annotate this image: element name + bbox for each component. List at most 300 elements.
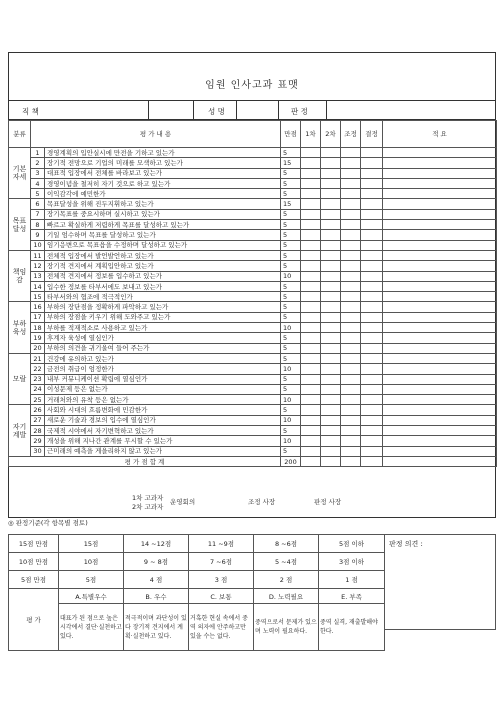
- first-score-cell[interactable]: [301, 302, 321, 312]
- item-text: 후계자 육성에 열심인가: [45, 333, 281, 343]
- remarks-cell[interactable]: [383, 312, 497, 322]
- first-score-cell[interactable]: [301, 333, 321, 343]
- first-score-cell[interactable]: [301, 364, 321, 374]
- remarks-cell[interactable]: [383, 426, 497, 436]
- remarks-cell[interactable]: [383, 302, 497, 312]
- first-score-cell[interactable]: [301, 353, 321, 363]
- item-full-score: 5: [281, 446, 301, 456]
- adjust-cell[interactable]: [341, 189, 361, 199]
- second-score-cell[interactable]: [321, 250, 341, 260]
- adjust-cell[interactable]: [341, 292, 361, 302]
- decision-cell[interactable]: [361, 415, 383, 425]
- first-score-cell[interactable]: [301, 292, 321, 302]
- second-score-cell[interactable]: [321, 168, 341, 178]
- first-score-cell[interactable]: [301, 158, 321, 168]
- grade-cell: 5점 이하: [319, 535, 385, 553]
- item-text: 기일 엄수하며 목표를 달성하고 있는가: [45, 230, 281, 240]
- total-row: [9, 456, 497, 466]
- item-number: 18: [31, 323, 45, 333]
- table-row: [9, 405, 497, 415]
- table-row: [9, 374, 497, 384]
- remarks-cell[interactable]: [383, 405, 497, 415]
- item-number: 21: [31, 353, 45, 363]
- second-score-cell[interactable]: [321, 261, 341, 271]
- item-number: 5: [31, 189, 45, 199]
- grade-description: 거혹한 현실 속에서 중역 의자에 안주하고만 있을 수는 없다.: [189, 604, 254, 651]
- first-score-cell[interactable]: [301, 178, 321, 188]
- item-full-score: 5: [281, 178, 301, 188]
- grade-cell: 5 ~4점: [254, 553, 319, 571]
- item-full-score: 5: [281, 426, 301, 436]
- remarks-cell[interactable]: [383, 323, 497, 333]
- col-items: 평 가 내 용: [31, 121, 281, 148]
- adjust-cell[interactable]: [341, 158, 361, 168]
- remarks-cell[interactable]: [383, 220, 497, 230]
- decision-cell[interactable]: [361, 271, 383, 281]
- col-second: 2차: [321, 121, 341, 148]
- remarks-cell[interactable]: [383, 199, 497, 209]
- table-row: [9, 312, 497, 322]
- table-row: [9, 395, 497, 405]
- col-first: 1차: [301, 121, 321, 148]
- grade-label-row: [9, 589, 385, 604]
- second-score-cell[interactable]: [321, 323, 341, 333]
- remarks-cell[interactable]: [383, 333, 497, 343]
- grade-table: [8, 534, 385, 651]
- item-number: 26: [31, 405, 45, 415]
- remarks-cell[interactable]: [383, 230, 497, 240]
- adjust-cell[interactable]: [341, 415, 361, 425]
- second-score-cell[interactable]: [321, 405, 341, 415]
- grade-label: A.특별우수: [59, 589, 124, 604]
- remarks-cell[interactable]: [383, 415, 497, 425]
- first-score-cell[interactable]: [301, 199, 321, 209]
- remarks-cell[interactable]: [383, 178, 497, 188]
- category-label: 부하육성: [9, 302, 31, 353]
- final-opinion-box[interactable]: [384, 534, 496, 630]
- table-row: [9, 261, 497, 271]
- adjust-cell[interactable]: [341, 178, 361, 188]
- item-text: 건강에 유의하고 있는가: [45, 353, 281, 363]
- second-score-cell[interactable]: [321, 446, 341, 456]
- item-text: 경영계획의 입안실시에 만전을 기하고 있는가: [45, 148, 281, 158]
- decision-cell[interactable]: [361, 189, 383, 199]
- adjust-cell[interactable]: [341, 446, 361, 456]
- adjust-cell[interactable]: [341, 426, 361, 436]
- second-score-cell[interactable]: [321, 374, 341, 384]
- decision-cell[interactable]: [361, 250, 383, 260]
- first-score-cell[interactable]: [301, 415, 321, 425]
- item-number: 14: [31, 281, 45, 291]
- item-text: 새로운 기술과 경보의 입수에 열심인가: [45, 415, 281, 425]
- adjust-cell[interactable]: [341, 333, 361, 343]
- item-full-score: 5: [281, 312, 301, 322]
- decision-cell[interactable]: [361, 436, 383, 446]
- first-score-cell[interactable]: [301, 250, 321, 260]
- second-evaluator: 2차 고과자: [132, 503, 164, 511]
- item-number: 23: [31, 374, 45, 384]
- second-score-cell[interactable]: [321, 343, 341, 353]
- decision-cell[interactable]: [361, 323, 383, 333]
- remarks-cell[interactable]: [383, 353, 497, 363]
- table-row: [9, 446, 497, 456]
- remarks-cell[interactable]: [383, 364, 497, 374]
- first-score-cell[interactable]: [301, 220, 321, 230]
- item-text: 입수한 정보를 타부서에도 보내고 있는가: [45, 281, 281, 291]
- adjust-cell[interactable]: [341, 271, 361, 281]
- second-score-cell[interactable]: [321, 384, 341, 394]
- first-score-cell[interactable]: [301, 168, 321, 178]
- grade-description: 중역으로서 문제가 있으며 노력이 필요하다.: [254, 604, 319, 651]
- item-number: 12: [31, 261, 45, 271]
- adjust-cell[interactable]: [341, 364, 361, 374]
- item-number: 15: [31, 292, 45, 302]
- item-full-score: 5: [281, 250, 301, 260]
- item-full-score: 5: [281, 374, 301, 384]
- second-score-cell[interactable]: [321, 189, 341, 199]
- item-full-score: 5: [281, 302, 301, 312]
- final-opinion-label: 판정 의견 :: [389, 540, 423, 548]
- table-row: [9, 158, 497, 168]
- item-full-score: 5: [281, 292, 301, 302]
- table-row: [9, 343, 497, 353]
- first-score-cell[interactable]: [301, 436, 321, 446]
- adjust-cell[interactable]: [341, 405, 361, 415]
- name-label: 성 명: [208, 107, 225, 116]
- remarks-cell[interactable]: [383, 281, 497, 291]
- table-row: [9, 292, 497, 302]
- grade-row: [9, 535, 385, 553]
- remarks-cell[interactable]: [383, 209, 497, 219]
- grade-cell: 10점 만점: [9, 553, 59, 571]
- adjust-cell[interactable]: [341, 199, 361, 209]
- total-decision-cell[interactable]: [361, 456, 383, 466]
- remarks-cell[interactable]: [383, 261, 497, 271]
- category-label: 기본자세: [9, 148, 31, 199]
- decision-cell[interactable]: [361, 240, 383, 250]
- decision-cell[interactable]: [361, 312, 383, 322]
- second-score-cell[interactable]: [321, 240, 341, 250]
- second-score-cell[interactable]: [321, 178, 341, 188]
- eval-label: 평 가: [9, 589, 59, 651]
- table-row: [9, 271, 497, 281]
- adjust-cell[interactable]: [341, 323, 361, 333]
- table-row: [9, 436, 497, 446]
- second-score-cell[interactable]: [321, 395, 341, 405]
- first-score-cell[interactable]: [301, 343, 321, 353]
- item-text: 대표적 입장에서 전체를 바라보고 있는가: [45, 168, 281, 178]
- total-adjust-cell[interactable]: [341, 456, 361, 466]
- grade-cell: 2 점: [254, 571, 319, 589]
- total-score: 200: [281, 456, 301, 466]
- adjust-cell[interactable]: [341, 220, 361, 230]
- decision-cell[interactable]: [361, 281, 383, 291]
- grade-description: 대표가 된 점으로 높은 시각에서 결단·실천하고 있다.: [59, 604, 124, 651]
- item-full-score: 15: [281, 158, 301, 168]
- item-number: 16: [31, 302, 45, 312]
- grade-label: D. 노력필요: [254, 589, 319, 604]
- item-text: 타부서와의 협조에 적극적인가: [45, 292, 281, 302]
- table-row: [9, 426, 497, 436]
- grade-cell: 15점 만점: [9, 535, 59, 553]
- remarks-cell[interactable]: [383, 395, 497, 405]
- table-row: [9, 364, 497, 374]
- remarks-cell[interactable]: [383, 436, 497, 446]
- header-row: [8, 100, 496, 120]
- adjust-cell[interactable]: [341, 436, 361, 446]
- grade-cell: 10점: [59, 553, 124, 571]
- item-text: 장기목표를 중요시하며 실시하고 있는가: [45, 209, 281, 219]
- table-row: [9, 384, 497, 394]
- second-score-cell[interactable]: [321, 271, 341, 281]
- remarks-cell[interactable]: [383, 240, 497, 250]
- decision-cell[interactable]: [361, 353, 383, 363]
- item-full-score: 5: [281, 230, 301, 240]
- adjust-cell[interactable]: [341, 261, 361, 271]
- decision-cell[interactable]: [361, 220, 383, 230]
- item-number: 9: [31, 230, 45, 240]
- total-first-cell[interactable]: [301, 456, 321, 466]
- remarks-cell[interactable]: [383, 384, 497, 394]
- adjust-cell[interactable]: [341, 250, 361, 260]
- total-second-cell[interactable]: [321, 456, 341, 466]
- remarks-cell[interactable]: [383, 250, 497, 260]
- first-score-cell[interactable]: [301, 230, 321, 240]
- second-score-cell[interactable]: [321, 230, 341, 240]
- item-number: 28: [31, 426, 45, 436]
- decision-cell[interactable]: [361, 168, 383, 178]
- item-number: 1: [31, 148, 45, 158]
- evaluation-table: [8, 120, 497, 467]
- criteria-note: ◎ 판정기준(각 항목별 점토): [8, 519, 88, 527]
- grade-cell: 14 ~12점: [124, 535, 189, 553]
- item-number: 6: [31, 199, 45, 209]
- col-decision: 결정: [361, 121, 383, 148]
- item-text: 부하의 의견을 귀기울여 들어 주는가: [45, 343, 281, 353]
- decision-cell[interactable]: [361, 364, 383, 374]
- first-score-cell[interactable]: [301, 189, 321, 199]
- category-label: 자기계발: [9, 405, 31, 456]
- second-score-cell[interactable]: [321, 220, 341, 230]
- item-full-score: 5: [281, 261, 301, 271]
- second-score-cell[interactable]: [321, 281, 341, 291]
- remarks-cell[interactable]: [383, 292, 497, 302]
- adjust-cell[interactable]: [341, 148, 361, 158]
- second-score-cell[interactable]: [321, 199, 341, 209]
- first-score-cell[interactable]: [301, 148, 321, 158]
- adjust-cell[interactable]: [341, 353, 361, 363]
- item-full-score: 5: [281, 168, 301, 178]
- second-score-cell[interactable]: [321, 426, 341, 436]
- item-number: 24: [31, 384, 45, 394]
- item-text: 목표달성을 위해 진두지휘하고 있는가: [45, 199, 281, 209]
- total-remarks-cell[interactable]: [383, 456, 497, 466]
- grade-cell: 9 ~ 8점: [124, 553, 189, 571]
- item-full-score: 10: [281, 395, 301, 405]
- remarks-cell[interactable]: [383, 158, 497, 168]
- item-text: 금전의 취급이 엄정한가: [45, 364, 281, 374]
- council-label: 운영회의: [170, 498, 196, 506]
- grade-label: C. 보통: [189, 589, 254, 604]
- item-full-score: 5: [281, 240, 301, 250]
- item-number: 13: [31, 271, 45, 281]
- grade-row: [9, 553, 385, 571]
- table-row: [9, 178, 497, 188]
- item-text: 이익감각에 예민한가: [45, 189, 281, 199]
- adjust-cell[interactable]: [341, 209, 361, 219]
- item-number: 4: [31, 178, 45, 188]
- first-score-cell[interactable]: [301, 395, 321, 405]
- grade-cell: 5점: [59, 571, 124, 589]
- remarks-cell[interactable]: [383, 148, 497, 158]
- grade-cell: 15점: [59, 535, 124, 553]
- item-full-score: 5: [281, 209, 301, 219]
- table-row: [9, 250, 497, 260]
- item-text: 이성문제 등은 없는가: [45, 384, 281, 394]
- item-text: 전체적 입장에서 발언발언하고 있는가: [45, 250, 281, 260]
- grade-cell: 3 점: [189, 571, 254, 589]
- remarks-cell[interactable]: [383, 168, 497, 178]
- col-full-score: 만점: [281, 121, 301, 148]
- grade-description: 중역 실격, 재출발해야 한다.: [319, 604, 385, 651]
- first-score-cell[interactable]: [301, 209, 321, 219]
- second-score-cell[interactable]: [321, 148, 341, 158]
- item-number: 25: [31, 395, 45, 405]
- first-score-cell[interactable]: [301, 271, 321, 281]
- item-full-score: 5: [281, 353, 301, 363]
- second-score-cell[interactable]: [321, 312, 341, 322]
- first-score-cell[interactable]: [301, 374, 321, 384]
- first-score-cell[interactable]: [301, 312, 321, 322]
- item-full-score: 5: [281, 384, 301, 394]
- first-score-cell[interactable]: [301, 384, 321, 394]
- item-full-score: 5: [281, 220, 301, 230]
- table-row: [9, 230, 497, 240]
- adjust-cell[interactable]: [341, 281, 361, 291]
- item-text: 임기응변으로 목표읍을 수정하며 달성하고 있는가: [45, 240, 281, 250]
- position-label: 직 책: [22, 107, 39, 116]
- item-full-score: 5: [281, 343, 301, 353]
- second-score-cell[interactable]: [321, 364, 341, 374]
- grade-cell: 1 점: [319, 571, 385, 589]
- grade-cell: 11 ~9점: [189, 535, 254, 553]
- first-score-cell[interactable]: [301, 405, 321, 415]
- decision-cell[interactable]: [361, 148, 383, 158]
- grade-row: [9, 571, 385, 589]
- col-category: 분류: [9, 121, 31, 148]
- decision-cell[interactable]: [361, 446, 383, 456]
- decision-cell[interactable]: [361, 158, 383, 168]
- first-score-cell[interactable]: [301, 446, 321, 456]
- adjust-cell[interactable]: [341, 395, 361, 405]
- table-row: [9, 302, 497, 312]
- second-score-cell[interactable]: [321, 158, 341, 168]
- adjust-cell[interactable]: [341, 312, 361, 322]
- second-score-cell[interactable]: [321, 333, 341, 343]
- decision-cell[interactable]: [361, 405, 383, 415]
- item-number: 2: [31, 158, 45, 168]
- second-score-cell[interactable]: [321, 302, 341, 312]
- table-row: [9, 189, 497, 199]
- adjust-cell[interactable]: [341, 384, 361, 394]
- adjust-cell[interactable]: [341, 168, 361, 178]
- first-score-cell[interactable]: [301, 323, 321, 333]
- first-score-cell[interactable]: [301, 261, 321, 271]
- table-row: [9, 353, 497, 363]
- decision-cell[interactable]: [361, 261, 383, 271]
- category-label: 모랄: [9, 353, 31, 404]
- decision-cell[interactable]: [361, 178, 383, 188]
- first-score-cell[interactable]: [301, 281, 321, 291]
- item-text: 사회와 시대의 흐름변화에 민감한가: [45, 405, 281, 415]
- table-row: [9, 240, 497, 250]
- second-score-cell[interactable]: [321, 353, 341, 363]
- remarks-cell[interactable]: [383, 271, 497, 281]
- adjust-cell[interactable]: [341, 302, 361, 312]
- decision-cell[interactable]: [361, 426, 383, 436]
- item-number: 8: [31, 220, 45, 230]
- first-score-cell[interactable]: [301, 240, 321, 250]
- second-score-cell[interactable]: [321, 209, 341, 219]
- remarks-cell[interactable]: [383, 189, 497, 199]
- item-number: 27: [31, 415, 45, 425]
- category-label: 목표달성: [9, 199, 31, 250]
- decision-cell[interactable]: [361, 374, 383, 384]
- adjust-cell[interactable]: [341, 374, 361, 384]
- decision-cell[interactable]: [361, 209, 383, 219]
- remarks-cell[interactable]: [383, 374, 497, 384]
- item-text: 빠르고 확실하게 저렴하게 목표를 달성하고 있는가: [45, 220, 281, 230]
- decision-cell[interactable]: [361, 292, 383, 302]
- page-title: 임원 인사고과 표맷: [205, 80, 299, 91]
- item-text: 장기적 견지에서 계획입안하고 있는가: [45, 261, 281, 271]
- adjust-cell[interactable]: [341, 343, 361, 353]
- item-text: 개성을 위해 지나간 관계를 무시할 수 있는가: [45, 436, 281, 446]
- second-score-cell[interactable]: [321, 436, 341, 446]
- decision-cell[interactable]: [361, 333, 383, 343]
- table-header: [9, 121, 497, 148]
- adjust-cell[interactable]: [341, 240, 361, 250]
- first-score-cell[interactable]: [301, 426, 321, 436]
- grade-label: E. 부족: [319, 589, 385, 604]
- decide-president: 판정 사장: [314, 498, 342, 506]
- col-remarks: 적 요: [383, 121, 497, 148]
- item-number: 20: [31, 343, 45, 353]
- decision-cell[interactable]: [361, 395, 383, 405]
- table-row: [9, 333, 497, 343]
- item-full-score: 5: [281, 405, 301, 415]
- second-score-cell[interactable]: [321, 415, 341, 425]
- table-row: [9, 220, 497, 230]
- decision-cell[interactable]: [361, 302, 383, 312]
- decision-cell[interactable]: [361, 384, 383, 394]
- decision-cell[interactable]: [361, 230, 383, 240]
- table-row: [9, 281, 497, 291]
- item-full-score: 10: [281, 364, 301, 374]
- adjust-cell[interactable]: [341, 230, 361, 240]
- item-text: 거래처와의 유착 등은 없는가: [45, 395, 281, 405]
- item-full-score: 15: [281, 199, 301, 209]
- item-full-score: 10: [281, 415, 301, 425]
- category-label: 책임감: [9, 250, 31, 301]
- item-full-score: 5: [281, 281, 301, 291]
- remarks-cell[interactable]: [383, 446, 497, 456]
- decision-cell[interactable]: [361, 199, 383, 209]
- decision-cell[interactable]: [361, 343, 383, 353]
- second-score-cell[interactable]: [321, 292, 341, 302]
- item-text: 국제적 시야에서 자기변혁하고 있는가: [45, 426, 281, 436]
- remarks-cell[interactable]: [383, 343, 497, 353]
